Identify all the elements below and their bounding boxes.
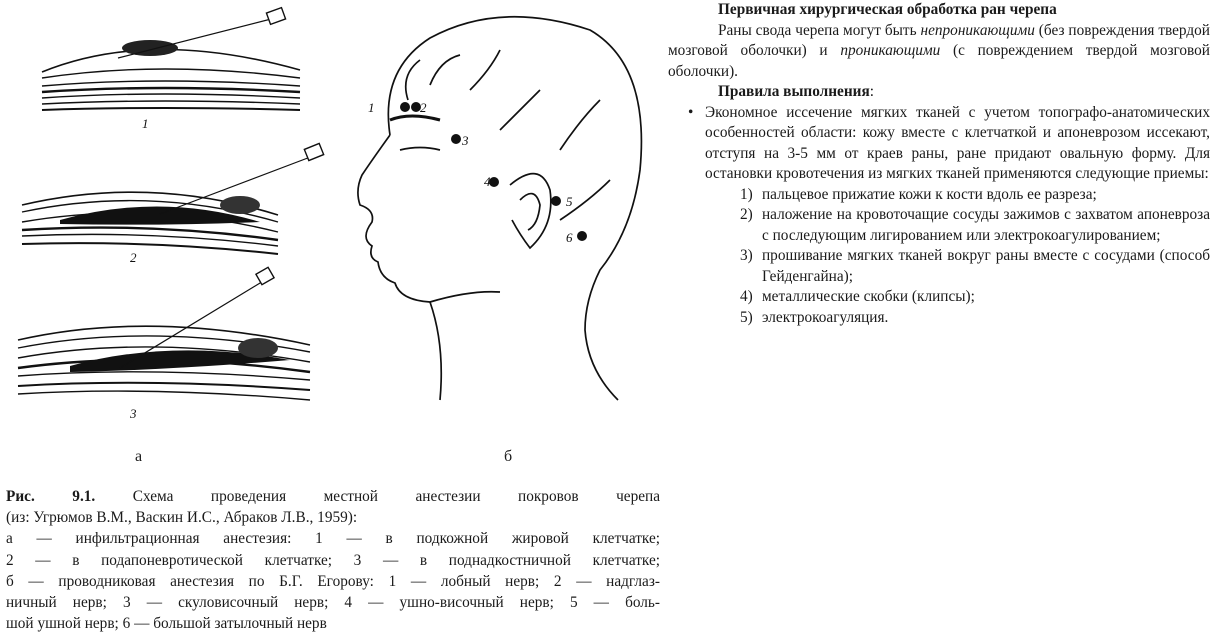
method-number: 1) (740, 185, 753, 203)
rules-heading (718, 82, 1210, 103)
caption-line-5: б — проводниковая анестезия по Б.Г. Егорову: 1 — лобный нерв; 2 — надглаз- (6, 572, 660, 590)
text-column (668, 0, 1210, 328)
caption-line-1 (6, 486, 660, 507)
figure-illustration (0, 0, 665, 475)
nerve-label-3: 3 (462, 133, 469, 148)
method-item (740, 308, 1210, 329)
method-item (740, 246, 1210, 287)
caption-fig-ref: Рис. 9.1. (6, 488, 96, 505)
bullet-dot: • (688, 103, 694, 121)
layer-label-2: 2 (130, 250, 137, 265)
method-number: 4) (740, 288, 753, 305)
layer-label-3: 3 (130, 406, 137, 421)
caption-line-6: ничный нерв; 3 — скуловисочный нерв; 4 — ушно-височный нерв; 5 — боль- (6, 594, 660, 612)
caption-line-3: а — инфильтрационная анестезия: 1 — в подкожной жировой клетчатке; (6, 530, 660, 548)
method-text: электрокоагуляция. (762, 308, 889, 326)
rule-bullet (668, 103, 1210, 185)
caption-line-4: 2 — в подапоневротической клетчатке; 3 — в поднадкостничной клетчатке; (6, 551, 660, 569)
tissue-layers-2 (22, 143, 324, 254)
caption-text-1: Схема проведения местной анестезии покровов черепа (95, 488, 661, 505)
intro-part-3: (с повреждением твердой мозговой оболочки). (668, 42, 1210, 80)
method-text: прошивание мягких тканей вокруг раны вместе с сосудами (способ Гейденгайна); (762, 247, 1210, 285)
caption-line-2: (из: Угрюмов В.М., Васкин И.С., Абраков Л.В., 1959): (6, 509, 358, 527)
intro-part-1: Раны свода черепа могут быть (718, 21, 921, 39)
method-text: металлические скобки (клипсы); (762, 288, 975, 305)
nerve-label-5: 5 (566, 194, 573, 209)
rule-bullet-text: Экономное иссечение мягких тканей с учетом топографо-анатомических особенностей области: кожу вместе с клетчаткой и апоневрозом иссекают, отступя на 3-5 мм от краев раны, ране придают овальную форму. Для остановки кровотечения из мягких тканей применяются следующие приемы: (705, 103, 1210, 182)
tissue-layers-3 (18, 267, 310, 400)
method-number: 3) (740, 247, 753, 264)
layer-label-1: 1 (142, 116, 149, 131)
panel-a-label: а (135, 448, 143, 465)
rules-heading-text: Правила выполнения (718, 83, 870, 100)
figure-9-1 (0, 0, 665, 475)
tissue-layers-1 (42, 8, 300, 110)
rules-colon: : (869, 83, 874, 100)
bleeding-control-methods (740, 185, 1210, 329)
intro-part-2: (без повреждения твердой мозговой оболочки) и (668, 21, 1210, 59)
intro-paragraph (668, 21, 1210, 83)
section-title: Первичная хирургическая обработка ран черепа (718, 1, 1057, 18)
panel-b-label: б (504, 448, 513, 465)
method-item (740, 287, 1210, 308)
method-text: наложение на кровоточащие сосуды зажимов с захватом апоневроза с последующим лигированием или электрокоагулированием; (762, 206, 1210, 244)
method-item (740, 185, 1210, 206)
nerve-label-1: 1 (368, 100, 375, 115)
nerve-label-2: 2 (420, 100, 427, 115)
method-text: пальцевое прижатие кожи к кости вдоль ее разреза; (762, 185, 1097, 203)
figure-caption (6, 486, 660, 634)
intro-emphasis-2: проникающими (840, 42, 941, 59)
intro-emphasis-1: непроникающими (920, 21, 1035, 39)
method-number: 2) (740, 206, 753, 223)
nerve-label-4: 4 (484, 174, 491, 189)
method-item (740, 205, 1210, 246)
head-profile (358, 17, 642, 400)
nerve-points (400, 102, 587, 241)
method-number: 5) (740, 308, 753, 326)
caption-line-7: шой ушной нерв; 6 — большой затылочный нерв (6, 615, 327, 633)
nerve-label-6: 6 (566, 230, 573, 245)
